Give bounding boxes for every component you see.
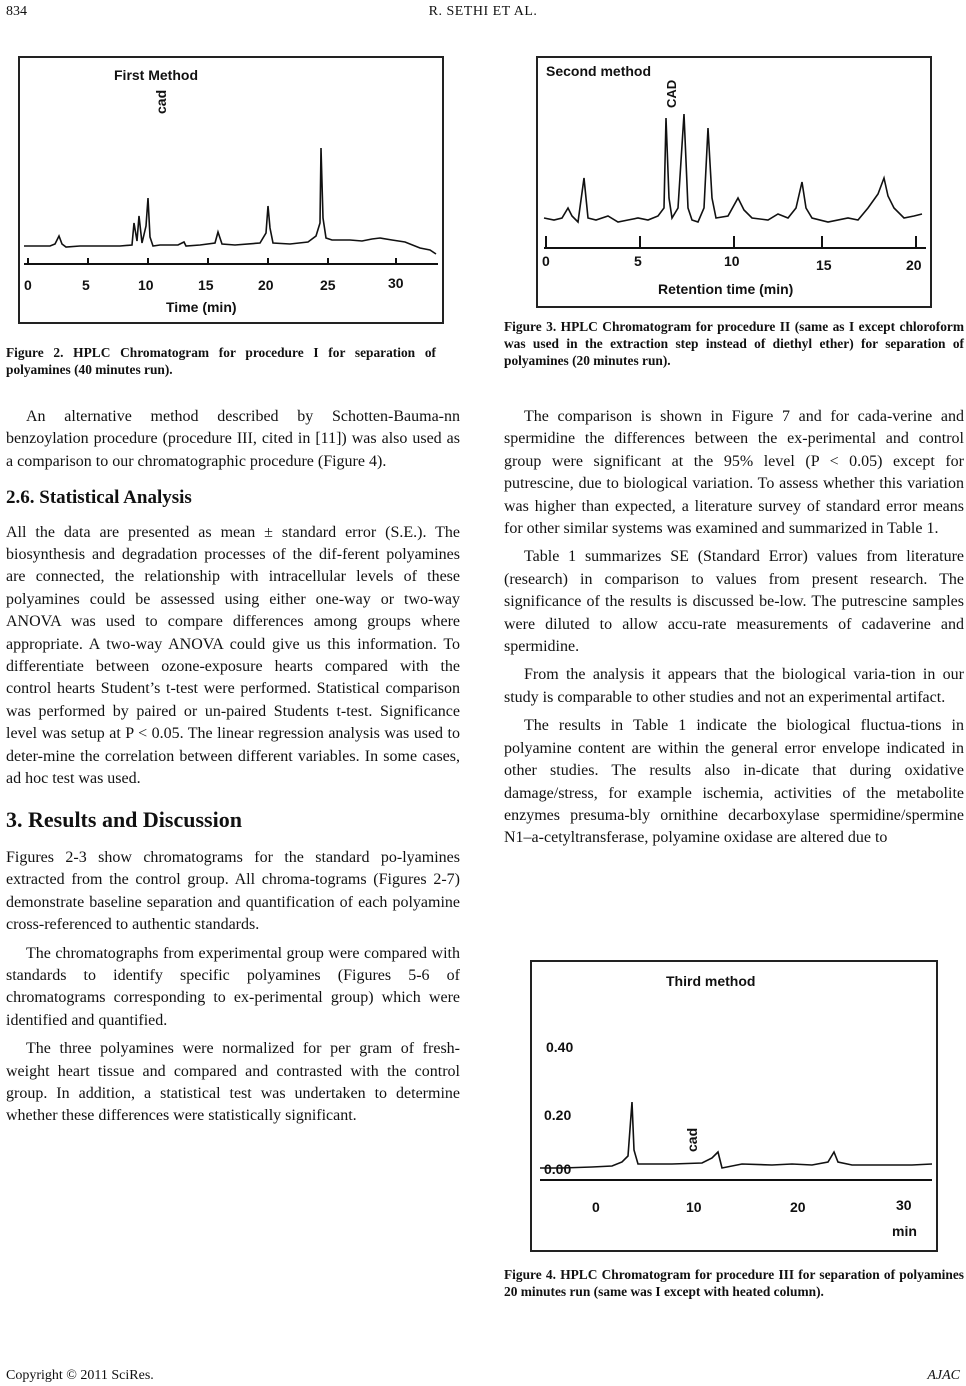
figure-3-title: Second method [546,63,652,79]
figure-2-tick-label: 10 [138,277,154,293]
paragraph-experimental-group: The chromatographs from experimental group were compared with standards to identify specific polyamines (Figures 5-6 of chromatograms corresponding to ex-perimental group) which were identified and quantified. [6,944,460,1029]
figure-4-xtick-label: 20 [790,1199,806,1215]
figure-4-xtick-label: 0 [592,1199,600,1215]
figure-4-xtick-label: 30 [896,1197,912,1213]
figure-3-chromatogram [536,56,932,308]
figure-2-title: First Method [114,67,198,83]
paragraph-figures-2-3: Figures 2-3 show chromatograms for the standard po-lyamines extracted from the control group. All chroma-tograms (Figures 2-7) demonstrate baseline separation and quantification of each polyamine cross-referenced to authentic standards. [6,848,460,934]
paragraph-comparison: The comparison is shown in Figure 7 and for cada-verine and spermidine the differences between the ex-perimental and control group were significant at the 95% level (P < 0.05) except for putrescine, due to biological variation. To assess whether this variation was higher than expected, a literature survey of standard error means for other similar systems was examined and summarized in Table 1. [504,408,964,538]
figure-2-xlabel: Time (min) [166,299,237,315]
figure-2-tick-label: 25 [320,277,336,293]
left-column [6,406,460,1128]
section-heading-statistical-analysis: 2.6. Statistical Analysis [6,487,192,509]
footer-copyright: Copyright © 2011 SciRes. [6,1368,154,1383]
right-column [504,406,964,850]
figure-3-peak-label: CAD [664,79,679,108]
paragraph-results-table-1: The results in Table 1 indicate the biological fluctua-tions in polyamine content are within the general error envelope indicated in other studies. The results also in-dicate that during oxidative damage/stress, for example ischemia, activities of the metabolite enzymes presuma-bly ornithine decarboxylase spermidine/spermine N1–a-cetyltransferase, polyamine oxidase are altered due to [504,717,964,847]
running-title: R. SETHI ET AL. [428,4,538,19]
figure-2-chromatogram [18,56,444,324]
figure-2-tick-label: 5 [82,277,90,293]
figure-2-peak-label: cad [153,89,169,114]
figure-4-peak-label: cad [684,1127,700,1152]
figure-4-chromatogram [530,960,938,1252]
page-number: 834 [6,4,27,19]
footer-journal: AJAC [927,1368,960,1383]
figure-2-tick-label: 20 [258,277,274,293]
figure-3-tick-label: 10 [724,253,740,269]
figure-3-xlabel: Retention time (min) [658,281,794,297]
figure-4-xtick-label: 10 [686,1199,702,1215]
section-heading-results: 3. Results and Discussion [6,806,242,832]
figure-2-caption: Figure 2. HPLC Chromatogram for procedure I for separation of polyamines (40 minutes run). [6,345,436,377]
figure-2-tick-label: 0 [24,277,32,293]
paragraph-biological-variation: From the analysis it appears that the biological varia-tion in our study is comparable to other studies and not an experimental artifact. [504,666,964,706]
paragraph-alternative-method: An alternative method described by Schotten-Bauma-nn benzoylation procedure (procedure III, cited in [11]) was also used as a comparison to our chromatographic procedure (Figure 4). [6,408,460,470]
figure-2-tick-label: 15 [198,277,214,293]
paragraph-statistical-analysis: All the data are presented as mean ± standard error (S.E.). The biosynthesis and degradation processes of the dif-ferent polyamines are connected, the relationship with intracellular levels of these polyamines could be assessed using either one-way or two-way ANOVA was used to compare differences among groups where appropriate. A two-way ANOVA could give us this information. To differentiate between ozone-exposure hearts compared with the control hearts Student’s t-test were performed. Statistical comparison was performed by paired or un-paired Students t-test. Significance level was setup at P < 0.05. The linear regression analysis was used to deter-mine the correlation between different variables. In some cases, ad hoc test was used. [6,523,460,788]
figure-3-tick-label: 20 [906,257,922,273]
figure-4-ytick-label: 0.20 [544,1107,572,1123]
paragraph-normalization: The three polyamines were normalized for per gram of fresh-weight heart tissue and compared and contrasted with the control group. In addition, a statistical test was undertaken to determine whether these differences were statistically significant. [6,1040,460,1125]
figure-4-ytick-label: 0.40 [546,1039,574,1055]
paragraph-table-1-summary: Table 1 summarizes SE (Standard Error) values from literature (research) in comparison to values from present research. The significance of the results is discussed be-low. The putrescine samples were diluted to allow accu-rate measurements of cadaverine and spermidine. [504,548,964,656]
figure-3-caption: Figure 3. HPLC Chromatogram for procedure II (same as I except chloroform was used in the extraction step instead of diethyl ether) for separation of polyamines (20 minutes run). [504,319,964,368]
figure-3-tick-marks [546,236,916,248]
figure-3-tick-label: 15 [816,257,832,273]
figure-4-xunit: min [892,1223,917,1239]
figure-4-ytick-label: 0.00 [544,1161,572,1177]
figure-4-caption: Figure 4. HPLC Chromatogram for procedure III for separation of polyamines 20 minutes run (same was I except with heated column). [504,1267,964,1299]
figure-3-tick-label: 5 [634,253,642,269]
figure-3-tick-label: 0 [542,253,550,269]
figure-2-tick-label: 30 [388,275,404,291]
figure-4-title: Third method [666,973,756,989]
